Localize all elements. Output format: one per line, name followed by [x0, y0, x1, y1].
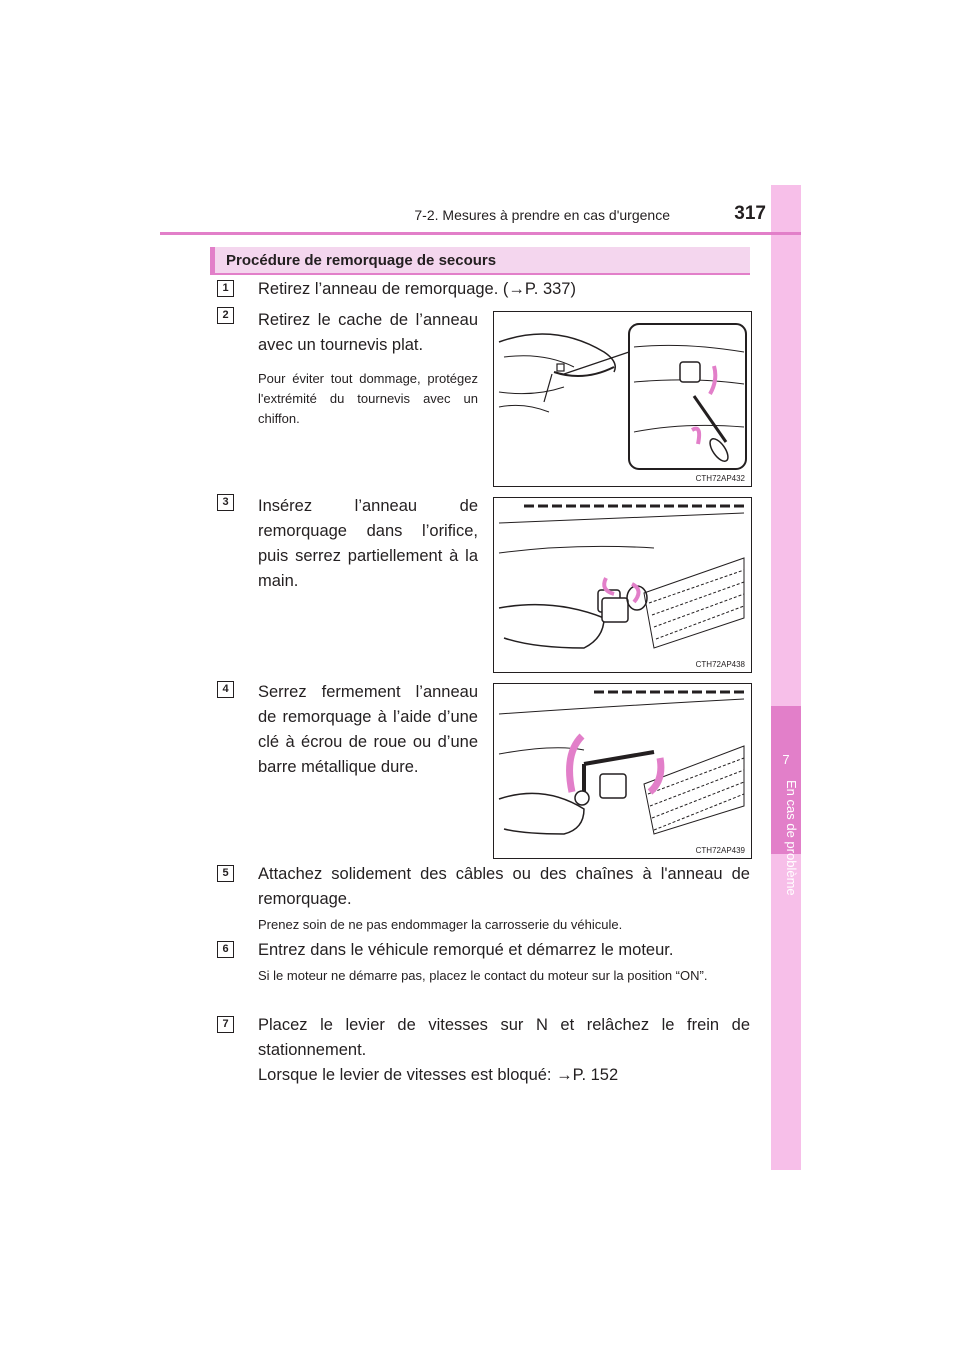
- figure-remove-cover-drawing: [494, 312, 751, 486]
- step-3-text: Insérez l’anneau de remorquage dans l’orifice, puis serrez partiellement à la main.: [258, 497, 478, 590]
- step-5-text: Attachez solidement des câbles ou des chaînes à l'anneau de remorquage.: [258, 865, 750, 908]
- figure-tighten-ring-drawing: [494, 684, 751, 858]
- step-7-subtext: Lorsque le levier de vitesses est bloqué: →P. 152: [258, 1066, 619, 1084]
- section-heading-bar: [210, 247, 215, 275]
- section-title: Procédure de remorquage de secours: [226, 252, 497, 269]
- header-rule: [160, 232, 801, 235]
- chapter-title: En cas de problème: [784, 780, 799, 896]
- step-6-text: Entrez dans le véhicule remorqué et démarrez le moteur.: [258, 941, 674, 959]
- step-3-badge: 3: [217, 494, 234, 511]
- step-4-text: Serrez fermement l’anneau de remorquage à l’aide d’une clé à écrou de roue ou d’une barre métallique dure.: [258, 683, 478, 776]
- step-6-badge: 6: [217, 941, 234, 958]
- step-4-badge: 4: [217, 681, 234, 698]
- step-7-text: Placez le levier de vitesses sur N et relâchez le frein de stationnement.: [258, 1016, 750, 1059]
- figure-insert-ring-code: CTH72AP438: [695, 660, 745, 669]
- step-6-note: Si le moteur ne démarre pas, placez le contact du moteur sur la position “ON”.: [258, 968, 708, 983]
- step-2-note: Pour éviter tout dommage, protégez l'extrémité du tournevis avec un chiffon.: [258, 371, 478, 426]
- figure-tighten-ring-code: CTH72AP439: [695, 846, 745, 855]
- page-number: 317: [734, 203, 766, 224]
- chapter-side-tab: [771, 185, 801, 1170]
- chapter-number: 7: [782, 752, 790, 767]
- figure-remove-cover-code: CTH72AP432: [695, 474, 745, 483]
- step-2-text: Retirez le cache de l’anneau avec un tournevis plat.: [258, 311, 478, 354]
- header-section-title: 7-2. Mesures à prendre en cas d'urgence: [414, 207, 670, 223]
- figure-tighten-ring: [493, 683, 752, 859]
- section-heading-box: [210, 247, 750, 275]
- figure-insert-ring: [493, 497, 752, 673]
- step-2-badge: 2: [217, 307, 234, 324]
- step-7-badge: 7: [217, 1016, 234, 1033]
- step-1-badge: 1: [217, 280, 234, 297]
- step-5-note: Prenez soin de ne pas endommager la carrosserie du véhicule.: [258, 917, 623, 932]
- figure-insert-ring-drawing: [494, 498, 751, 672]
- figure-remove-cover: [493, 311, 752, 487]
- step-5-badge: 5: [217, 865, 234, 882]
- step-1-text: Retirez l’anneau de remorquage. (→P. 337): [258, 280, 576, 298]
